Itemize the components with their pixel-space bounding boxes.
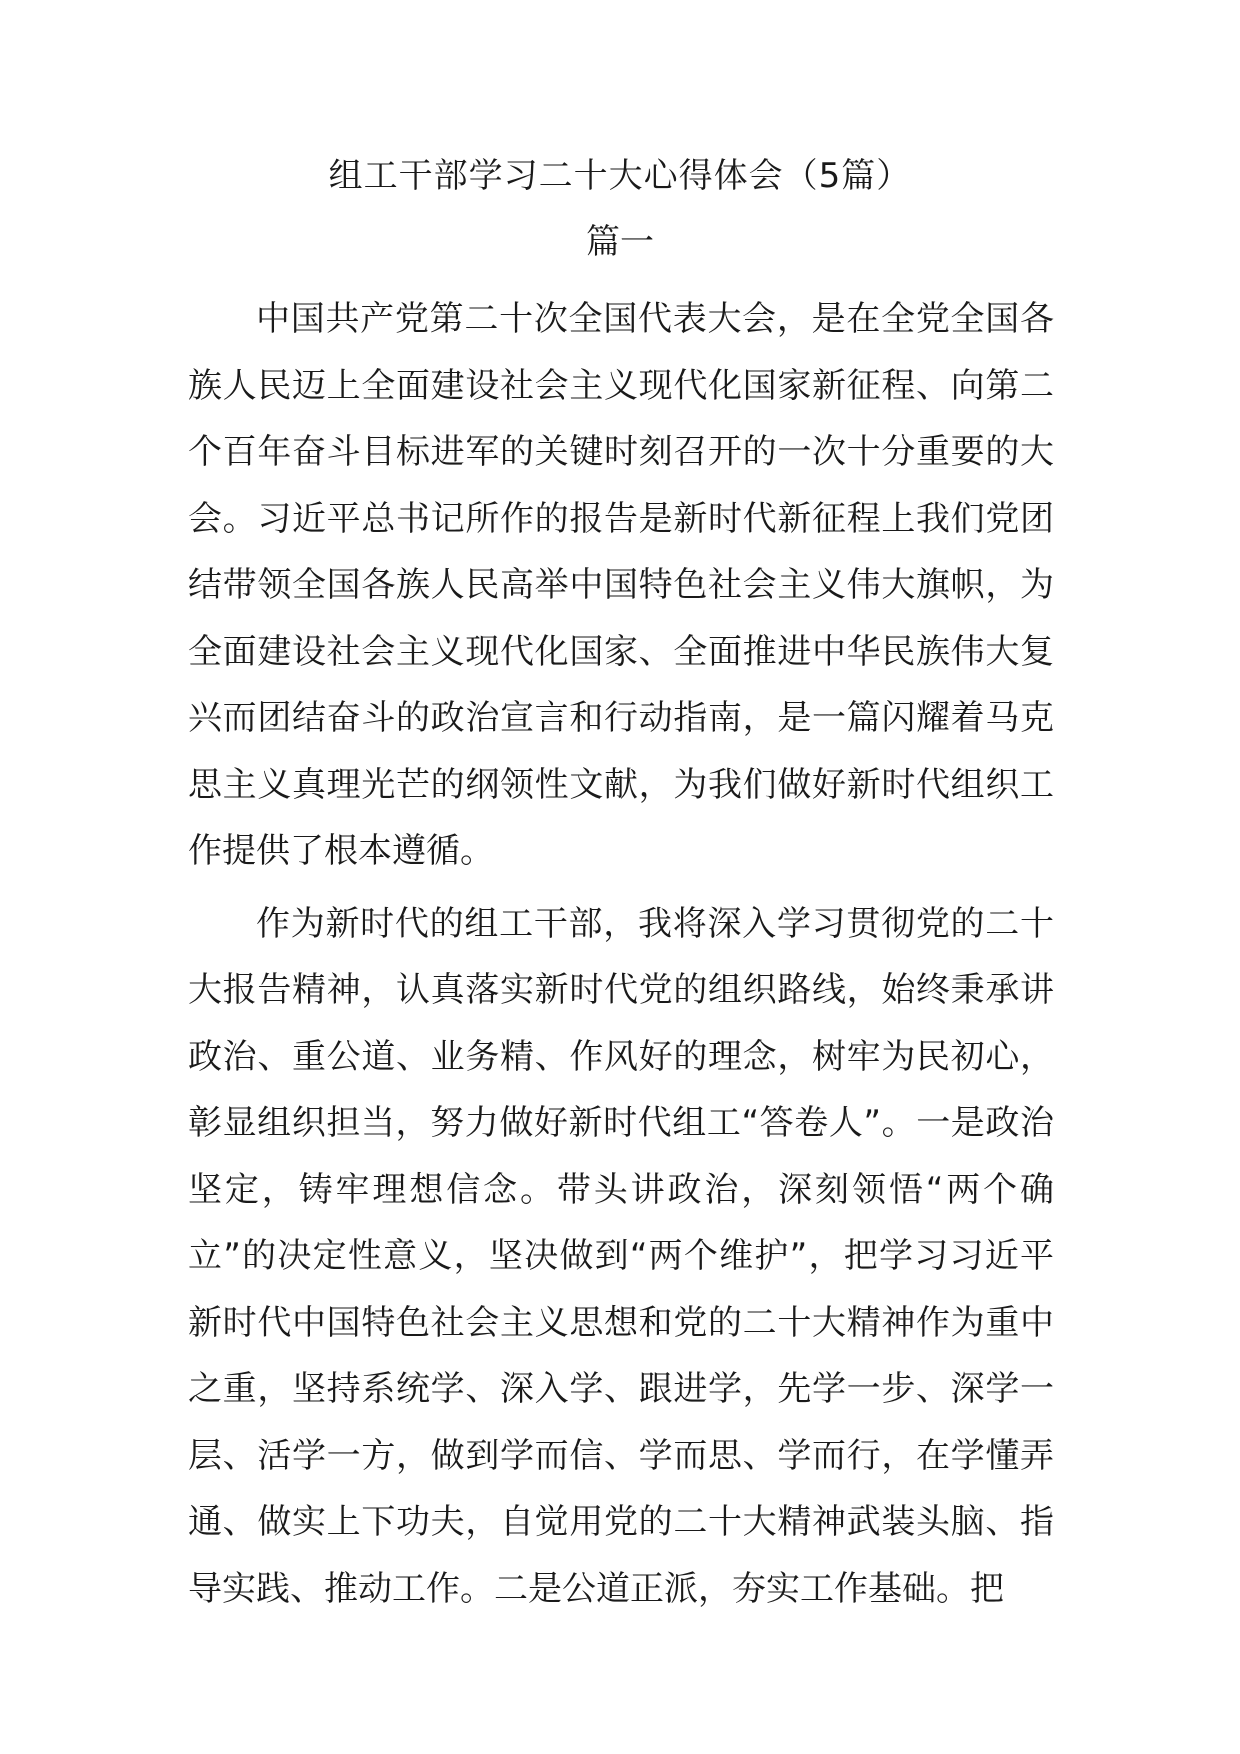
paragraph-2: 作为新时代的组工干部，我将深入学习贯彻党的二十大报告精神，认真落实新时代党的组织路线，始终秉承讲政治、重公道、业务精、作风好的理念，树牢为民初心，彰显组织担当，努力做好新时代组工“答卷人”。一是政治坚定，铸牢理想信念。带头讲政治，深刻领悟“两个确立”的决定性意义，坚决做到“两个维护”，把学习习近平新时代中国特色社会主义思想和党的二十大精神作为重中之重，坚持系统学、深入学、跟进学，先学一步、深学一层、活学一方，做到学而信、学而思、学而行，在学懂弄通、做实上下功夫，自觉用党的二十大精神武装头脑、指导实践、推动工作。二是公道正派，夯实工作基础。把 <box>188 903 1054 1609</box>
section-heading: 篇一 <box>586 222 654 262</box>
document-body <box>188 286 1054 1628</box>
document-title: 组工干部学习二十大心得体会（5篇） <box>328 156 912 196</box>
paragraph-1: 中国共产党第二十次全国代表大会，是在全党全国各族人民迈上全面建设社会主义现代化国家新征程、向第二个百年奋斗目标进军的关键时刻召开的一次十分重要的大会。习近平总书记所作的报告是新时代新征程上我们党团结带领全国各族人民高举中国特色社会主义伟大旗帜，为全面建设社会主义现代化国家、全面推进中华民族伟大复兴而团结奋斗的政治宣言和行动指南，是一篇闪耀着马克思主义真理光芒的纲领性文献，为我们做好新时代组织工作提供了根本遵循。 <box>188 299 1054 871</box>
